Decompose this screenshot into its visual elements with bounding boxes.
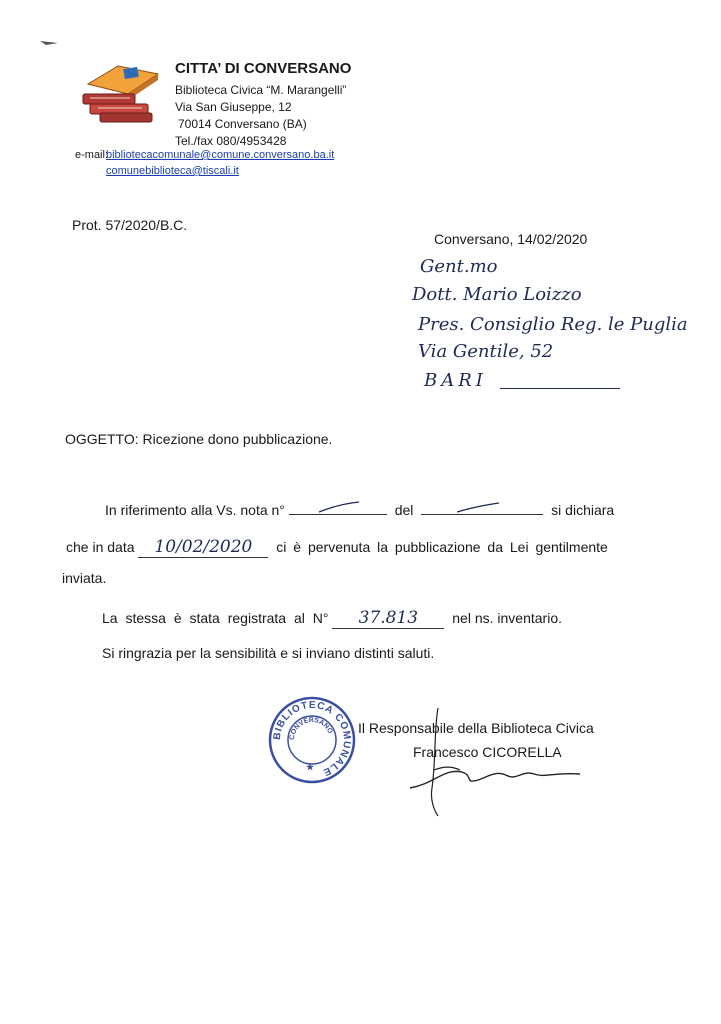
email-link-primary[interactable]: bibliotecacomunale@comune.conversano.ba.it bbox=[106, 149, 335, 161]
svg-text:★: ★ bbox=[306, 762, 315, 772]
body-p1-a: In riferimento alla Vs. nota n° bbox=[105, 502, 285, 518]
signatory-name: Francesco CICORELLA bbox=[413, 744, 562, 760]
inventory-number-handwritten: 37.813 bbox=[332, 608, 444, 629]
recipient-city: BARI bbox=[424, 370, 487, 391]
body-line-1 bbox=[105, 500, 614, 518]
scan-mark bbox=[40, 34, 60, 42]
subject-line: OGGETTO: Ricezione dono pubblicazione. bbox=[65, 431, 333, 447]
library-postal: 70014 Conversano (BA) bbox=[178, 117, 307, 131]
body-line-2 bbox=[66, 537, 608, 558]
library-stamp bbox=[268, 696, 356, 784]
body-p1-b: del bbox=[394, 502, 414, 518]
svg-text:CONVERSANO: CONVERSANO bbox=[288, 716, 334, 741]
place-date: Conversano, 14/02/2020 bbox=[434, 231, 588, 247]
handwritten-signature bbox=[404, 700, 594, 820]
library-logo bbox=[80, 60, 172, 124]
email-label: e-mail: bbox=[75, 149, 109, 161]
svg-text:BIBLIOTECA COMUNALE: BIBLIOTECA COMUNALE bbox=[271, 699, 353, 778]
note-number-blank bbox=[289, 500, 387, 515]
library-name: Biblioteca Civica “M. Marangelli” bbox=[175, 83, 347, 97]
email-link-secondary[interactable]: comunebiblioteca@tiscali.it bbox=[106, 165, 239, 177]
received-date-handwritten: 10/02/2020 bbox=[138, 537, 268, 558]
recipient-salutation: Gent.mo bbox=[420, 256, 498, 277]
body-p1-c: si dichiara bbox=[551, 502, 615, 518]
body-p4-a: La stessa è stata registrata al N° bbox=[102, 610, 329, 626]
note-date-blank bbox=[421, 500, 543, 515]
library-street: Via San Giuseppe, 12 bbox=[175, 100, 292, 114]
signatory-title: Il Responsabile della Biblioteca Civica bbox=[358, 720, 594, 736]
protocol-number: Prot. 57/2020/B.C. bbox=[72, 217, 188, 233]
body-p2-a: che in data bbox=[66, 539, 135, 555]
recipient-title: Pres. Consiglio Reg. le Puglia bbox=[418, 314, 688, 335]
body-line-3: inviata. bbox=[62, 570, 107, 586]
body-p4-b: nel ns. inventario. bbox=[452, 610, 562, 626]
recipient-name: Dott. Mario Loizzo bbox=[412, 284, 582, 305]
city-name: CITTA’ DI CONVERSANO bbox=[175, 60, 352, 77]
recipient-underline bbox=[500, 388, 620, 389]
library-phone: Tel./fax 080/4953428 bbox=[175, 134, 287, 148]
body-line-5: Si ringrazia per la sensibilità e si inviano distinti saluti. bbox=[102, 645, 435, 661]
body-p2-b: ci è pervenuta la pubblicazione da Lei gentilmente bbox=[276, 539, 608, 555]
recipient-street: Via Gentile, 52 bbox=[418, 341, 554, 362]
body-line-4 bbox=[102, 608, 562, 629]
